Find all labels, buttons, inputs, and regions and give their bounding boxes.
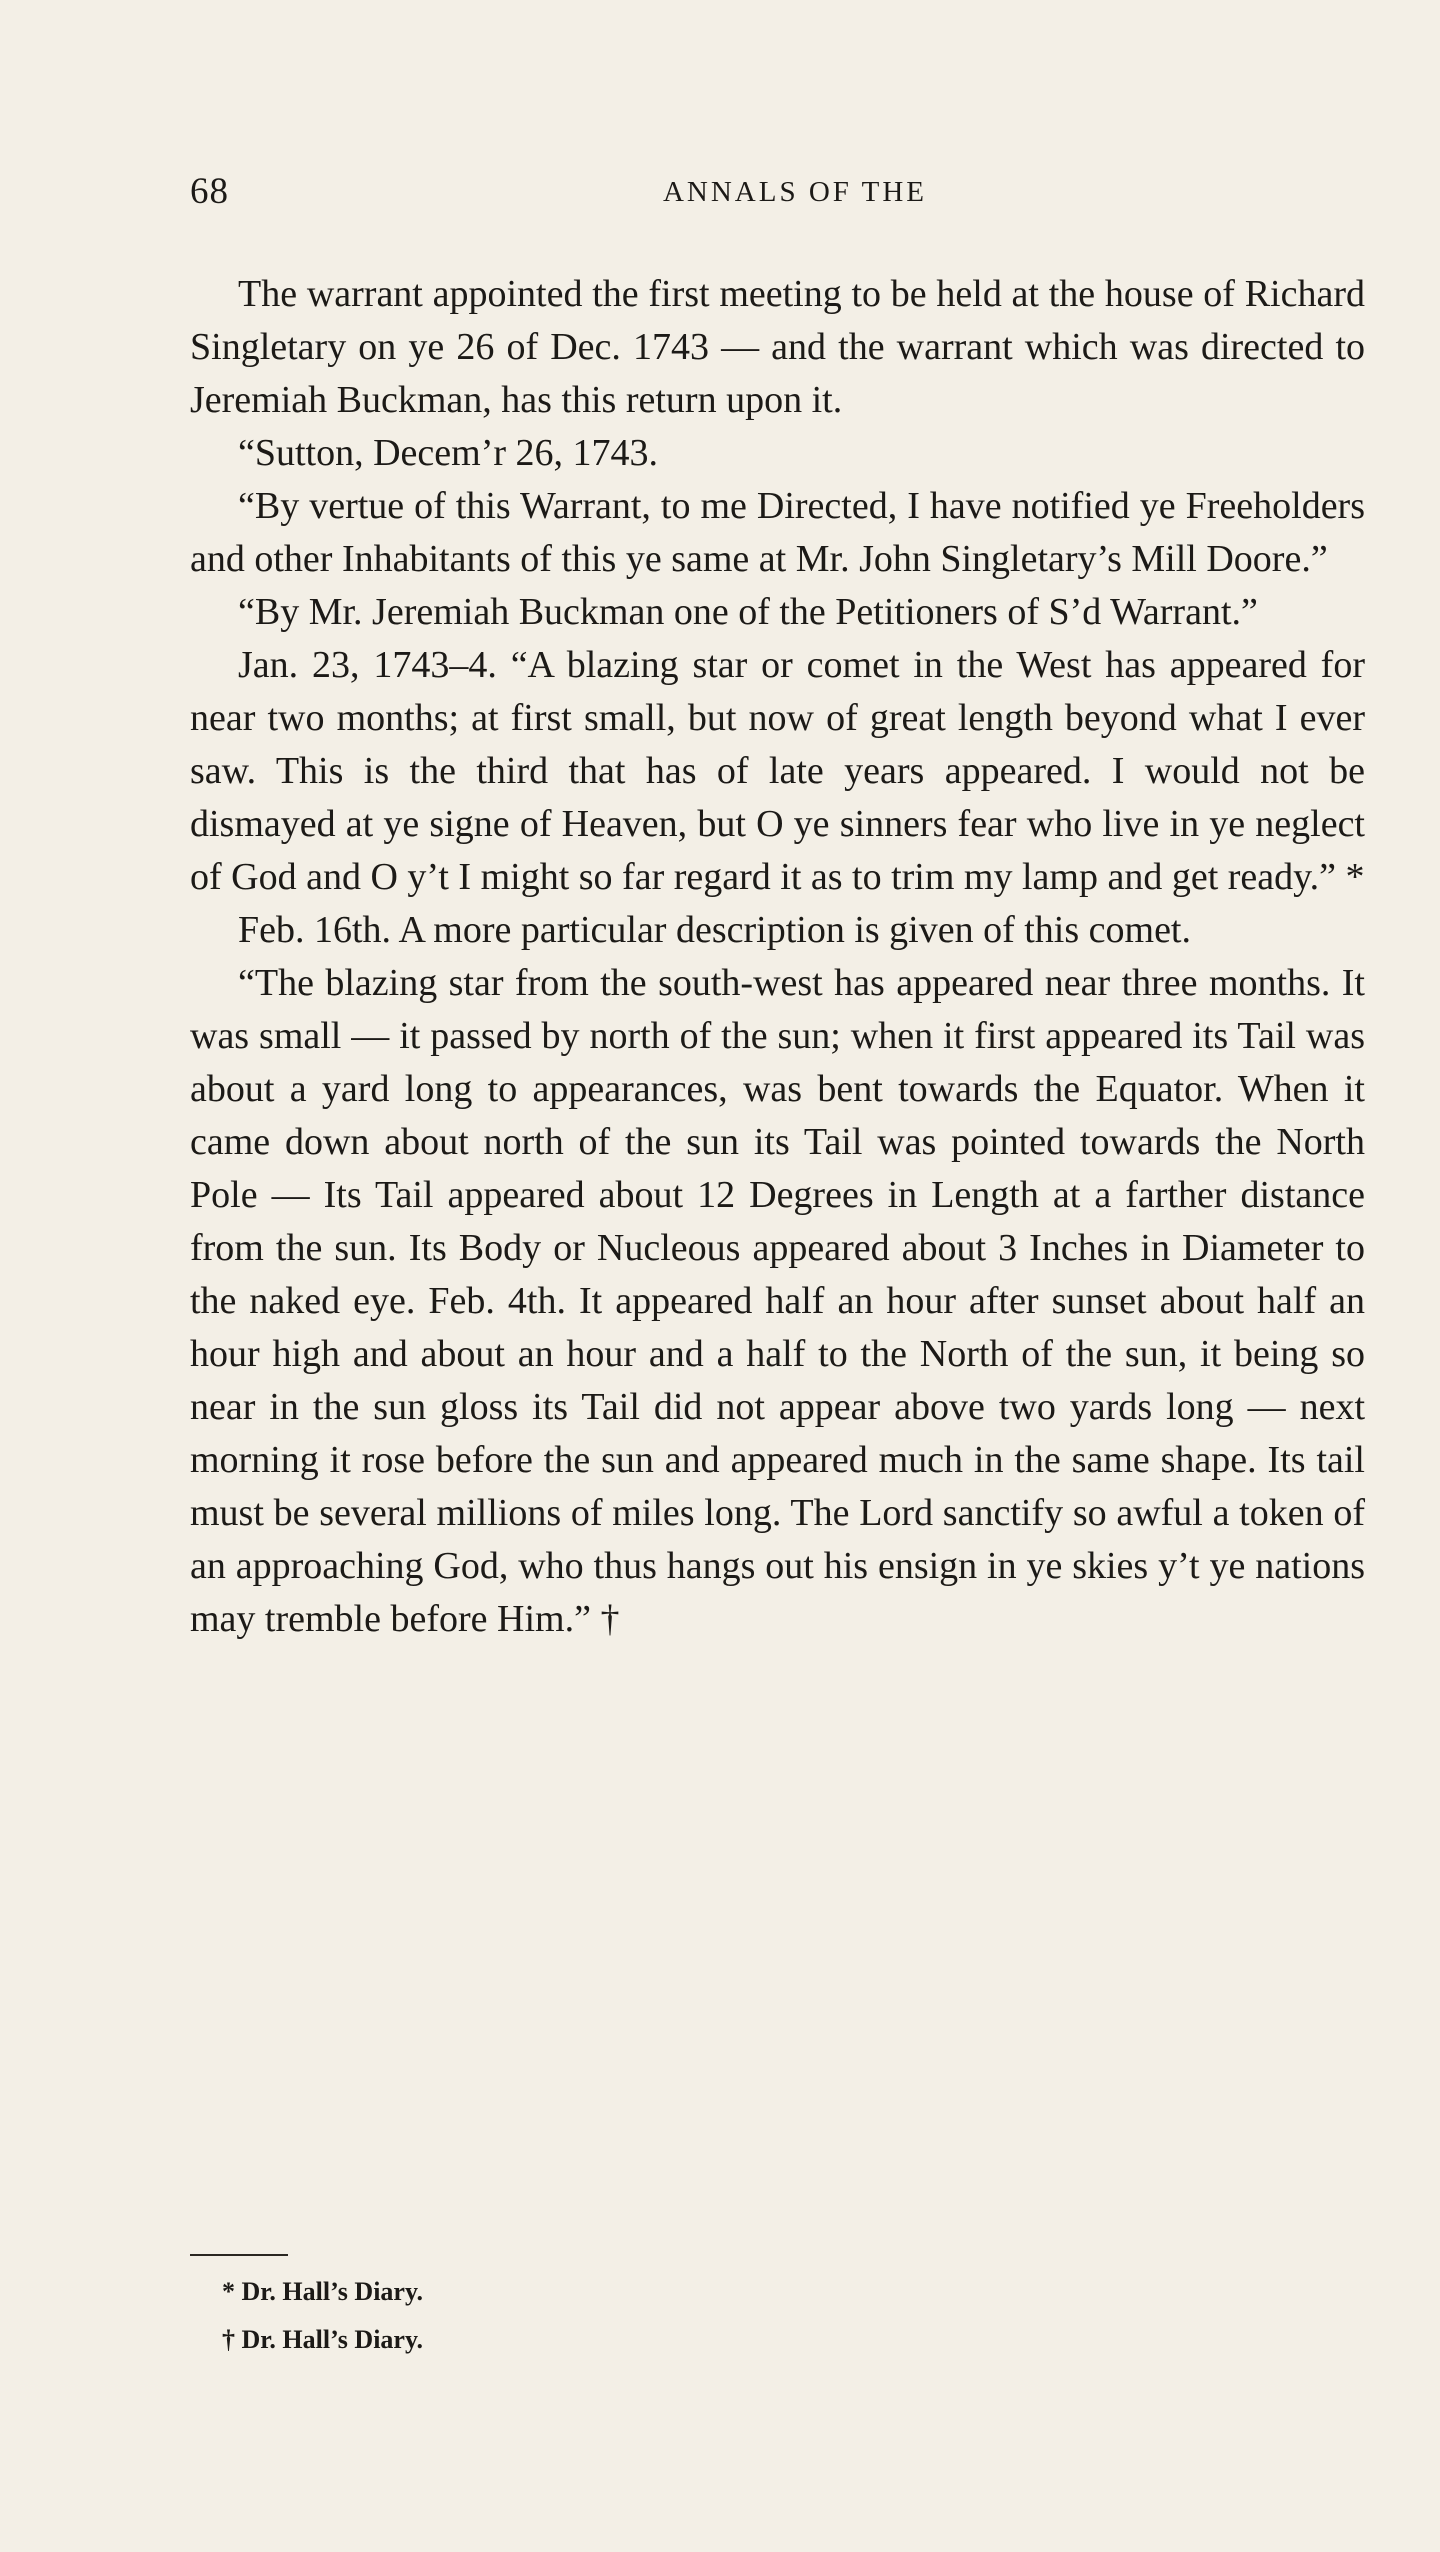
footnote-asterisk: * Dr. Hall’s Diary.	[222, 2277, 424, 2306]
page-header	[190, 170, 1340, 220]
page-number: 68	[190, 171, 229, 212]
paragraph-warrant: The warrant appointed the first meeting to be held at the house of Richard Singletary on ye 26 of Dec. 1743 — and the warrant which was directed to Jeremiah Buckman, has this return upon it.	[190, 273, 1365, 421]
paragraph-jan-comet: Jan. 23, 1743–4. “A blazing star or comet in the West has appeared for near two months; at first small, but now of great length beyond what I ever saw. This is the third that has of late years appeared. I would not be dismayed at ye signe of Heaven, but O ye sinners fear who live in ye neglect of God and O y’t I might so far regard it as to trim my lamp and get ready.” *	[190, 644, 1365, 898]
paragraph-feb-16th: Feb. 16th. A more particular description is given of this comet.	[238, 909, 1191, 951]
paragraph-sutton-date: “Sutton, Decem’r 26, 1743.	[238, 432, 659, 474]
running-head: ANNALS OF THE	[662, 176, 928, 208]
paragraph-by-vertue: “By vertue of this Warrant, to me Directed, I have notified ye Freeholders and other Inhabitants of this ye same at Mr. John Singletary’s Mill Doore.”	[190, 485, 1365, 580]
body-text	[190, 268, 1365, 1646]
paragraph-blazing-star: “The blazing star from the south-west has appeared near three months. It was small — it passed by north of the sun; when it first appeared its Tail was about a yard long to appearances, was bent towards the Equator. When it came down about north of the sun its Tail was pointed towards the North Pole — Its Tail appeared about 12 Degrees in Length at a farther distance from the sun. Its Body or Nucleous appeared about 3 Inches in Diameter to the naked eye. Feb. 4th. It appeared half an hour after sunset about half an hour high and about an hour and a half to the North of the sun, it being so near in the sun gloss its Tail did not appear above two yards long — next morning it rose before the sun and appeared much in the same shape. Its tail must be several millions of miles long. The Lord sanctify so awful a token of an approaching God, who thus hangs out his ensign in ye skies y’t ye nations may tremble before Him.” †	[190, 962, 1365, 1640]
footnote-dagger: † Dr. Hall’s Diary.	[222, 2325, 424, 2354]
paragraph-by-buckman: “By Mr. Jeremiah Buckman one of the Petitioners of S’d Warrant.”	[238, 591, 1258, 633]
footnote-rule	[190, 2254, 288, 2256]
footnotes	[222, 2268, 423, 2364]
